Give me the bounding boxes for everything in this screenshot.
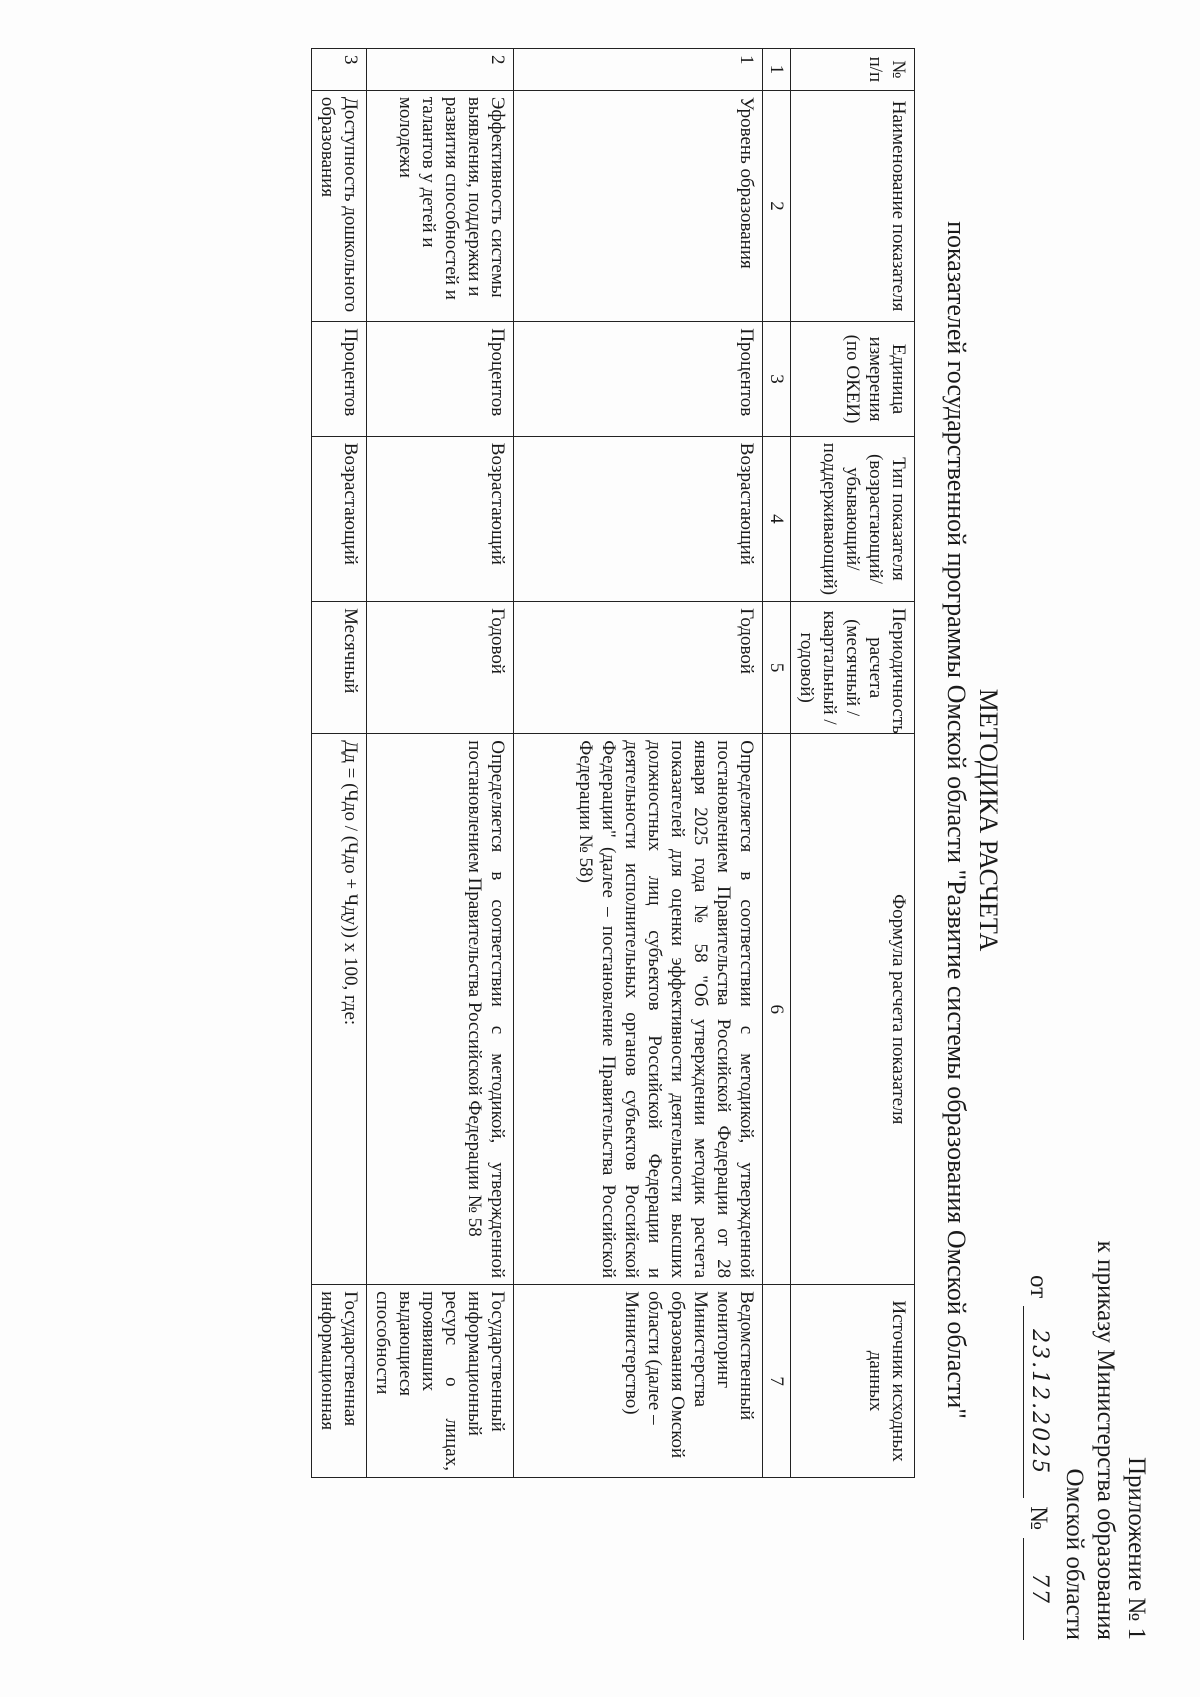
cell-source: Государственный информационный ресурс о лицах, проявивших выдающиеся способности (367, 1285, 514, 1478)
cell-type: Возрастающий (312, 436, 367, 601)
column-number: 1 (763, 49, 791, 91)
header-period: Периодичность расчета (месячный / квартальный / годовой) (791, 602, 915, 734)
table-header-row (791, 49, 915, 1478)
table-row (514, 49, 763, 1478)
cell-source: Государственная информационная (312, 1285, 367, 1478)
from-label: от (1025, 1275, 1052, 1299)
cell-formula: Определяется в соответствии с методикой, утвержденной постановлением Правительства Российской Федерации от 28 января 2025 года № 58 "Об утверждении методик расчета показателей для оценки эффективности деятельности высших должностных лиц субъектов Российской Федерации и деятельности исполнительных органов субъектов Российской Федерации" (далее – постановление Правительства Российской Федерации № 58) (514, 734, 763, 1285)
column-number: 2 (763, 90, 791, 321)
cell-name: Уровень образования (514, 90, 763, 321)
handwritten-number: 77 (1023, 1538, 1055, 1640)
rotated-document (40, 0, 1200, 1640)
cell-name: Эффективность системы выявления, поддержки и развития способностей и талантов у детей и молодежи (367, 90, 514, 321)
document-title: МЕТОДИКА РАСЧЕТА (974, 688, 1003, 952)
methods-table (311, 48, 915, 1478)
cell-name: Доступность дошкольного образования (312, 90, 367, 321)
column-number: 4 (763, 436, 791, 601)
column-number: 7 (763, 1285, 791, 1478)
cell-type: Возрастающий (367, 436, 514, 601)
annex-date-line (1023, 1040, 1055, 1640)
annex-title: Приложение № 1 (1123, 1456, 1150, 1640)
cell-formula: Дд = (Чдо / (Чдо + Чду)) х 100, где: (312, 734, 367, 1285)
cell-period: Годовой (367, 602, 514, 734)
table-row (367, 49, 514, 1478)
header-name: Наименование показателя (791, 90, 915, 321)
header-num: № п/п (791, 49, 915, 91)
cell-unit: Процентов (367, 322, 514, 437)
cell-source: Ведомственный мониторинг Министерства образования Омской области (далее – Министерство) (514, 1285, 763, 1478)
cell-period: Месячный (312, 602, 367, 734)
cell-formula: Определяется в соответствии с методикой, утвержденной постановлением Правительства Российской Федерации № 58 (367, 734, 514, 1285)
title-block (940, 0, 1004, 1640)
column-number: 6 (763, 734, 791, 1285)
header-source: Источник исходных данных (791, 1285, 915, 1478)
table-row (312, 49, 367, 1478)
number-label: № (1025, 1506, 1052, 1530)
cell-unit: Процентов (514, 322, 763, 437)
cell-num: 1 (514, 49, 763, 91)
handwritten-date: 23.12.2025 (1023, 1306, 1055, 1498)
annex-region: Омской области (1061, 1468, 1088, 1640)
header-type: Тип показателя (возрастающий/ убывающий/ поддерживающий) (791, 436, 915, 601)
header-unit: Единица измерения (по ОКЕИ) (791, 322, 915, 437)
column-number: 3 (763, 322, 791, 437)
header-formula: Формула расчета показателя (791, 734, 915, 1285)
annex-block (1023, 1040, 1152, 1640)
annex-order: к приказу Министерства образования (1092, 1240, 1119, 1640)
document-subtitle: показателей государственной программы Омской области "Развитие системы образования Омской области" (942, 221, 971, 1419)
cell-period: Годовой (514, 602, 763, 734)
cell-num: 3 (312, 49, 367, 91)
column-number-row (763, 49, 791, 1478)
column-number: 5 (763, 602, 791, 734)
cell-unit: Процентов (312, 322, 367, 437)
cell-type: Возрастающий (514, 436, 763, 601)
cell-num: 2 (367, 49, 514, 91)
